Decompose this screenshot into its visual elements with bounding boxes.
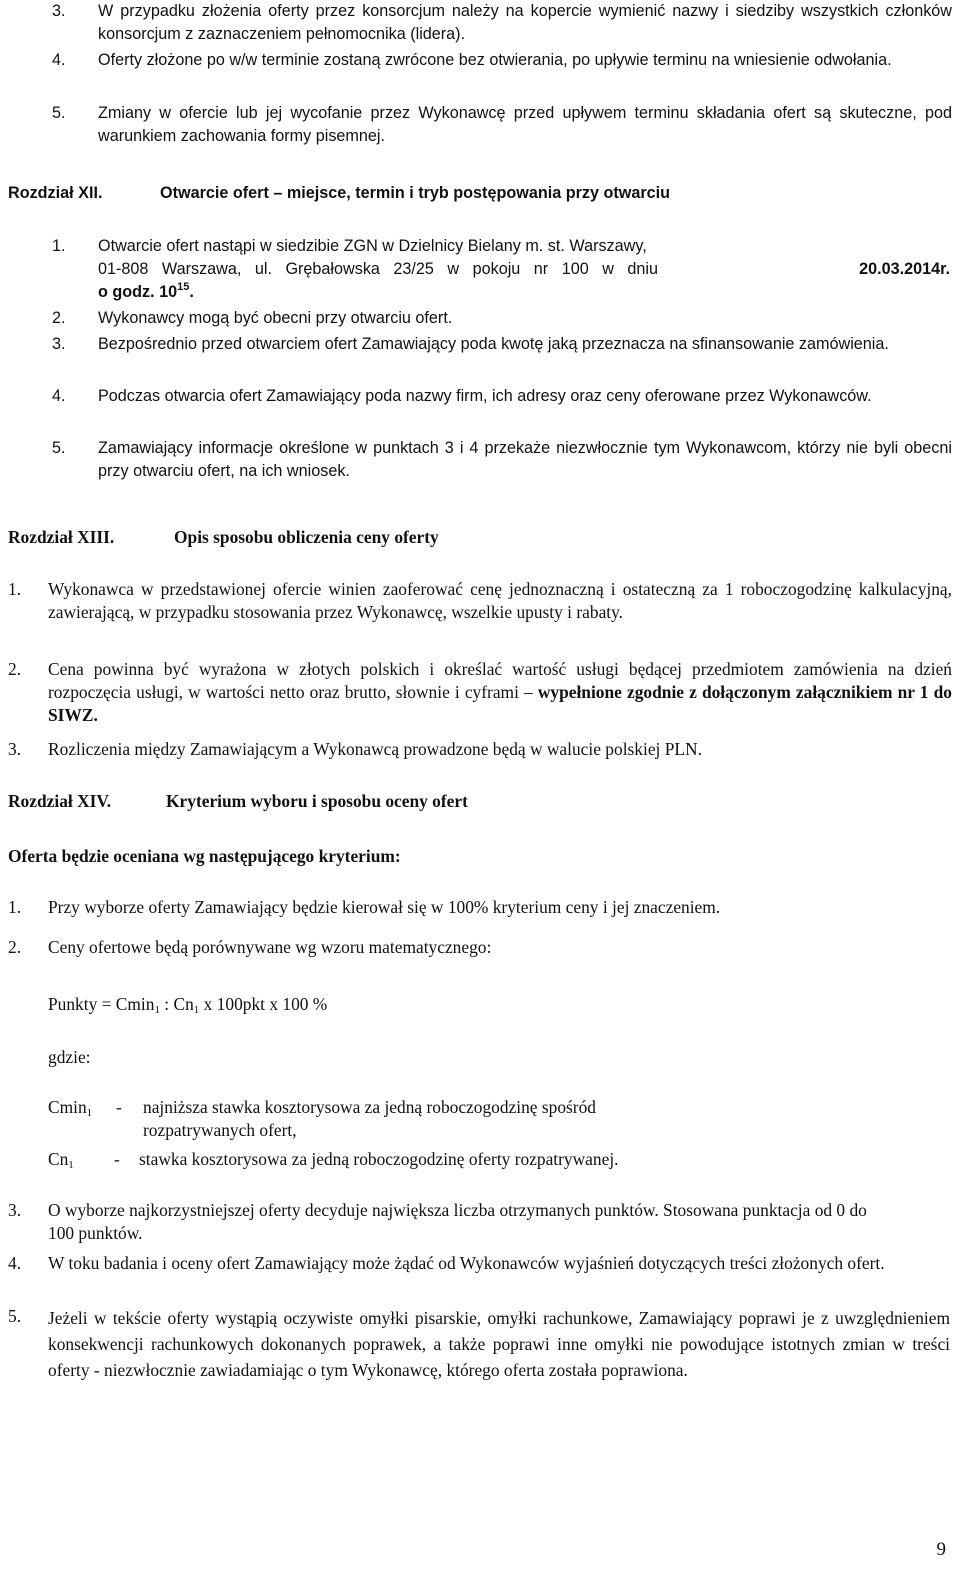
list-item-number: 4. [52,387,66,405]
section-label: Rozdział XIV. [8,791,112,811]
list-item [52,235,952,304]
list-item-number: 4. [8,1253,22,1273]
section-title: Kryterium wyboru i sposobu oceny ofert [166,791,468,811]
list-item-text: Podczas otwarcia ofert Zamawiający poda nazwy firm, ich adresy oraz ceny oferowane przez Wykonawców. [98,387,872,405]
definition-text: najniższa stawka kosztorysowa za jedną roboczogodzinę spośród [143,1097,596,1117]
list-item-number: 2. [8,659,22,679]
list-item-number: 5. [8,1306,22,1326]
opening-date: 20.03.2014r. [859,260,950,278]
list-item-text: Wykonawcy mogą być obecni przy otwarciu ofert. [98,309,453,327]
definition-text: stawka kosztorysowa za jedną roboczogodzinę oferty rozpatrywanej. [139,1149,619,1169]
list-item-text: Wykonawca w przedstawionej ofercie winien zaoferować cenę jednoznaczną i ostateczną za 1 roboczogodzinę kalkulacyjną, zawierającą, w przypadku stosowania przez Wykonawcę, wszelkie upusty i rabaty. [48,579,952,622]
price-requirement-end: . [93,705,98,725]
formula-part: x 100pkt x 100 % [199,994,328,1014]
list-item-number: 3. [52,2,66,20]
address-line-2: 01-808 Warszawa, ul. Grębałowska 23/25 w pokoju nr 100 w dniu [98,260,658,278]
term-name: Cn [48,1149,69,1169]
definition-term [48,1097,92,1117]
section-heading-xiv [8,790,468,813]
list-item [52,49,952,95]
criterion-subtitle: Oferta będzie oceniana wg następującego kryterium: [8,846,401,866]
list-item [52,102,952,148]
list-item [8,1199,950,1245]
list-item-number: 5. [52,439,66,457]
list-item-text: Przy wyborze oferty Zamawiający będzie kierował się w 100% kryterium ceny i jej znaczeniem. [48,897,721,917]
definition-cmin [48,1096,948,1142]
list-item [8,578,952,624]
list-item [52,437,952,483]
list-item-number: 5. [52,104,66,122]
list-item [8,1305,950,1383]
formula-part: Punkty = Cmin [48,994,155,1014]
opening-time-minutes: 15 [177,281,190,293]
date-line [98,258,950,281]
section-title: Otwarcie ofert – miejsce, termin i tryb postępowania przy otwarciu [160,184,671,202]
list-item-number: 3. [8,1200,22,1220]
list-item [8,658,952,727]
list-item-text: Jeżeli w tekście oferty wystąpią oczywiste omyłki pisarskie, omyłki rachunkowe, Zamawiający poprawi je z uwzględnieniem konsekwencji rachunkowych dokonanych poprawek, a także poprawi inne omyłki nie powodujące istotnych zmian w treści oferty - niezwłocznie zawiadamiając o tym Wykonawcę, którego oferta została poprawiona. [48,1308,950,1380]
term-subscript: 1 [68,1159,74,1171]
list-item-number: 1. [52,237,66,255]
list-item [8,936,952,959]
list-item-text: Bezpośrednio przed otwarciem ofert Zamawiający poda kwotę jaką przeznacza na sfinansowanie zamówienia. [98,335,889,353]
term-name: Cmin [48,1097,87,1117]
opening-time [98,281,952,304]
formula-part: : Cn [159,994,194,1014]
price-requirement-bold: wypełnione zgodnie z dołączonym załącznikiem nr 1 do SIWZ [48,682,952,725]
list-item-number: 3. [8,739,22,759]
list-item [52,307,952,330]
formula-subscript: 1 [193,1004,200,1016]
term-subscript: 1 [86,1107,93,1119]
list-item [52,333,952,356]
definition-cn [48,1148,948,1171]
definition-term [48,1149,74,1169]
opening-time-prefix: o godz. 10 [98,283,178,301]
list-item-text: Zamawiający informacje określone w punktach 3 i 4 przekaże niezwłocznie tym Wykonawcom, którzy nie byli obecni przy otwarciu ofert, na ich wniosek. [98,439,952,480]
list-item-text: W przypadku złożenia oferty przez konsorcjum należy na kopercie wymienić nazwy i siedziby wszystkich członków konsorcjum z zaznaczeniem pełnomocnika (lidera). [98,2,952,43]
list-item-number: 3. [52,335,66,353]
list-item-number: 2. [8,937,22,957]
definition-text-continued: rozpatrywanych ofert, [143,1120,297,1140]
list-item-text [48,658,952,727]
list-item-number: 2. [52,309,66,327]
list-item-text [98,235,952,304]
list-item [52,385,952,408]
price-requirement-text: Cena powinna być wyrażona w złotych polskich i określać wartość usługi będącej przedmiotem zamówienia na dzień rozpoczęcia usługi, w wartości netto oraz brutto, słownie i cyframi – [48,659,952,702]
scoring-formula [48,993,327,1016]
section-title: Opis sposobu obliczenia ceny oferty [174,527,439,547]
list-item-text: Zmiany w ofercie lub jej wycofanie przez Wykonawcę przed upływem terminu składania ofert są skuteczne, pod warunkiem zachowania formy pisemnej. [98,104,952,145]
definition-dash: - [116,1097,122,1117]
page-number: 9 [936,1539,946,1560]
list-item-text: Ceny ofertowe będą porównywane wg wzoru matematycznego: [48,937,492,957]
formula-subscript: 1 [154,1004,160,1016]
opening-time-suffix: . [189,283,194,301]
list-item-text: Oferty złożone po w/w terminie zostaną zwrócone bez otwierania, po upływie terminu na wniesienie odwołania. [98,51,892,69]
where-label: gdzie: [48,1047,91,1067]
list-item [8,896,952,919]
section-heading-xiii [8,526,439,549]
list-item-text: O wyborze najkorzystniejszej oferty decyduje największa liczba otrzymanych punktów. Stosowana punktacja od 0 do 100 punktów. [48,1200,867,1243]
definition-dash: - [114,1149,120,1169]
list-item-number: 1. [8,897,22,917]
section-label: Rozdział XIII. [8,527,115,547]
list-item [8,1252,950,1275]
address-line: Otwarcie ofert nastąpi w siedzibie ZGN w Dzielnicy Bielany m. st. Warszawy, [98,237,647,255]
list-item-text: Rozliczenia między Zamawiającym a Wykonawcą prowadzone będą w walucie polskiej PLN. [48,739,702,759]
list-item [8,738,952,761]
list-item-number: 1. [8,579,22,599]
list-item [52,0,952,46]
section-heading-xii [8,182,670,205]
section-label: Rozdział XII. [8,184,103,202]
list-item-number: 4. [52,51,66,69]
list-item-text: W toku badania i oceny ofert Zamawiający może żądać od Wykonawców wyjaśnień dotyczących treści złożonych ofert. [48,1253,885,1273]
